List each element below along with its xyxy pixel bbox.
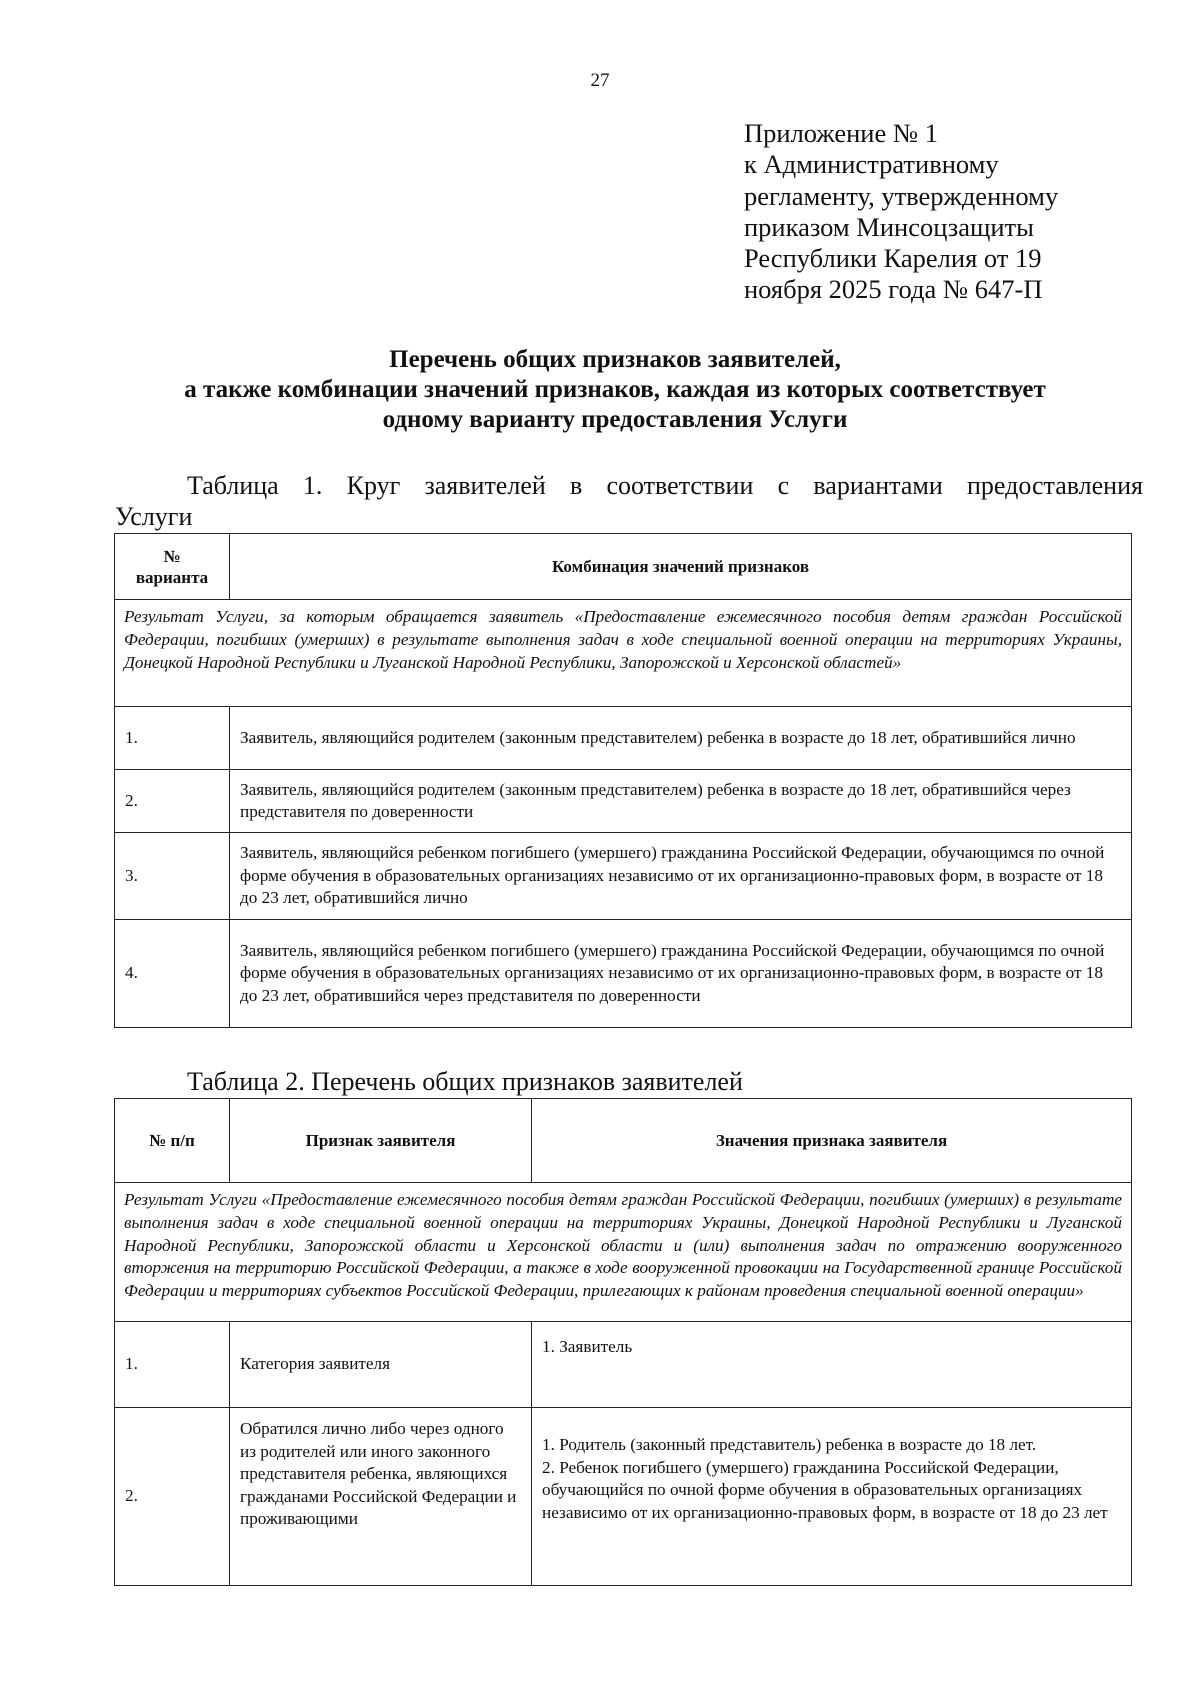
table-row (115, 770, 1132, 833)
page-number: 27 (590, 70, 610, 91)
variant-number: 4. (115, 920, 230, 1028)
variant-description: Заявитель, являющийся ребенком погибшего (умершего) гражданина Российской Федерации, обучающимся по очной форме обучения в образовательных организациях независимо от их организационно-правовых форм, в возрасте от 18 до 23 лет, обратившийся через представителя по доверенности (230, 920, 1132, 1028)
table1-result-row (115, 600, 1132, 707)
variant-number: 1. (115, 707, 230, 770)
appendix-line: к Административному (744, 149, 999, 180)
applicant-sign: Обратился лично либо через одного из родителей или иного законного представителя ребенка, являющихся гражданами Российской Федерации и проживающими (230, 1408, 532, 1586)
document-title (100, 345, 1130, 435)
row-number: 1. (115, 1322, 230, 1408)
title-line: одному варианту предоставления Услуги (382, 406, 848, 433)
variant-description: Заявитель, являющийся ребенком погибшего (умершего) гражданина Российской Федерации, обучающимся по очной форме обучения в образовательных организациях независимо от их организационно-правовых форм, в возрасте от 18 до 23 лет, обратившийся лично (230, 833, 1132, 920)
sign-values (532, 1322, 1132, 1408)
caption-word: 1. (302, 471, 323, 500)
table-row (115, 1408, 1132, 1586)
table1-caption-line2: Услуги (115, 502, 193, 531)
appendix-line: Республики Карелия от 19 (744, 243, 1042, 274)
caption-word: Круг (346, 471, 401, 500)
table-applicant-variants (114, 533, 1132, 1028)
header-sign: Признак заявителя (230, 1099, 532, 1183)
sign-values (532, 1408, 1132, 1586)
header-variant-number: № варианта (115, 534, 230, 600)
variant-number: 3. (115, 833, 230, 920)
caption-word: вариантами (813, 471, 943, 500)
appendix-line: приказом Минсоцзащиты (744, 211, 1034, 242)
appendix-line: регламенту, утвержденному (744, 180, 1059, 211)
table2-header-row (115, 1099, 1132, 1183)
variant-description: Заявитель, являющийся родителем (законным представителем) ребенка в возрасте до 18 лет, обратившийся через представителя по доверенности (230, 770, 1132, 833)
caption-word: с (777, 471, 790, 500)
header-combination: Комбинация значений признаков (230, 534, 1132, 600)
variant-description: Заявитель, являющийся родителем (законным представителем) ребенка в возрасте до 18 лет, обратившийся лично (230, 707, 1132, 770)
caption-word: Таблица (187, 471, 279, 500)
appendix-line: Приложение № 1 (744, 118, 939, 148)
table-applicant-signs (114, 1098, 1132, 1586)
sign-value: 1. Заявитель (542, 1337, 633, 1356)
variant-number: 2. (115, 770, 230, 833)
table-row (115, 833, 1132, 920)
caption-word: в (569, 471, 583, 500)
caption-word: соответствии (606, 471, 754, 500)
table1-result-text: Результат Услуги, за которым обращается заявитель «Предоставление ежемесячного пособия детям граждан Российской Федерации, погибших (умерших) в результате выполнения задач в ходе специальной военной операции на территориях Украины, Донецкой Народной Республики и Луганской Народной Республики, Запорожской и Херсонской областей» (115, 600, 1132, 707)
sign-value: 2. Ребенок погибшего (умершего) гражданина Российской Федерации, обучающийся по очной форме обучения в образовательных организациях независимо от их организационно-правовых форм, в возрасте от 18 до 23 лет (542, 1457, 1108, 1522)
header-row-number: № п/п (115, 1099, 230, 1183)
table1-header-row (115, 534, 1132, 600)
title-line: Перечень общих признаков заявителей, (389, 346, 841, 373)
sign-value: 1. Родитель (законный представитель) ребенка в возрасте до 18 лет. (542, 1435, 1037, 1454)
title-line: а также комбинации значений признаков, каждая из которых соответствует (184, 376, 1046, 403)
table1-caption-line1 (115, 470, 1143, 501)
row-number: 2. (115, 1408, 230, 1586)
table1-caption (115, 470, 1143, 532)
table2-caption: Таблица 2. Перечень общих признаков заявителей (187, 1067, 743, 1096)
table2-result-row (115, 1183, 1132, 1322)
table-row (115, 707, 1132, 770)
header-sign-values: Значения признака заявителя (532, 1099, 1132, 1183)
table-row (115, 1322, 1132, 1408)
appendix-line: ноября 2025 года № 647-П (744, 274, 1043, 305)
caption-word: предоставления (966, 471, 1143, 500)
table2-result-text: Результат Услуги «Предоставление ежемесячного пособия детям граждан Российской Федерации, погибших (умерших) в результате выполнения задач в ходе специальной военной операции на территориях Украины, Донецкой Народной Республики и Луганской Народной Республики, Запорожской области и Херсонской области и (или) выполнения задач по отражению вооруженного вторжения на территорию Российской Федерации, а также в ходе вооруженной провокации на Государственной границе Российской Федерации и территориях субъектов Российской Федерации, прилегающих к районам проведения специальной военной операции» (115, 1183, 1132, 1322)
table-row (115, 920, 1132, 1028)
appendix-note (744, 118, 1144, 306)
applicant-sign: Категория заявителя (230, 1322, 532, 1408)
caption-word: заявителей (424, 471, 546, 500)
